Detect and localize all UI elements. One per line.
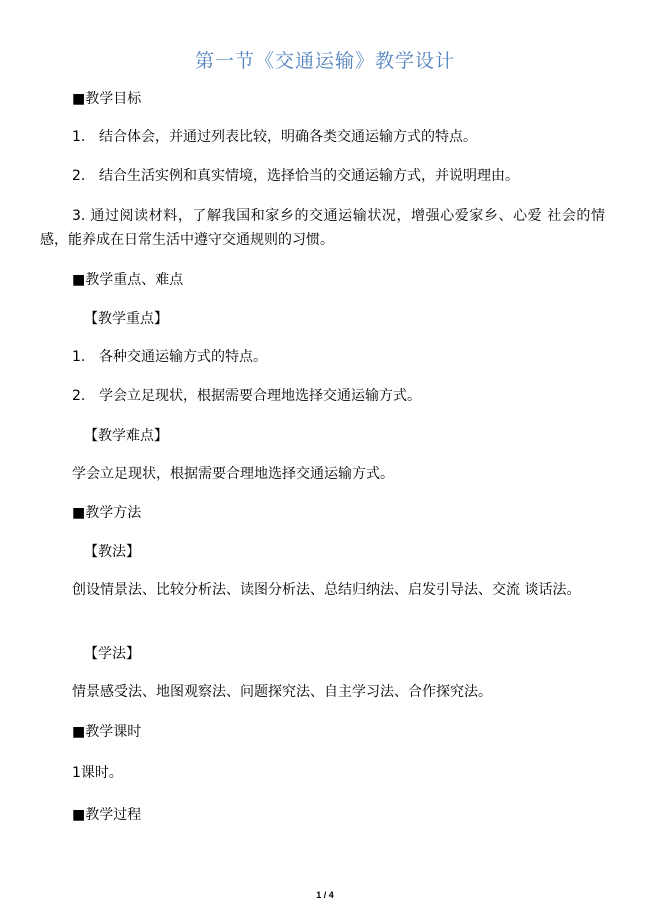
document-title: 第一节《交通运输》教学设计	[194, 50, 455, 72]
subheading-difficult: 【教学难点】	[84, 428, 168, 444]
key-item-1	[72, 346, 267, 368]
heading-goals: ■教学目标	[72, 91, 142, 107]
subheading-teach: 【教法】	[84, 544, 140, 560]
heading-hours: ■教学课时	[72, 724, 142, 740]
goal-item-1	[72, 126, 477, 148]
key-text: 各种交通运输方式的特点。	[99, 349, 267, 365]
heading-method: ■教学方法	[72, 505, 142, 521]
subheading-learn: 【学法】	[84, 646, 140, 662]
key-item-2	[72, 385, 421, 407]
heading-key-points: ■教学重点、难点	[72, 272, 184, 288]
teach-text: 创设情景法、比较分析法、读图分析法、总结归纳法、启发引导法、交流 谈话法。	[72, 582, 581, 598]
goal-text: 结合体会，并通过列表比较，明确各类交通运输方式的特点。	[99, 129, 477, 145]
goal-item-2	[72, 165, 519, 187]
page-number: 1 / 4	[316, 890, 334, 900]
goal-item-3: 3. 通过阅读材料，了解我国和家乡的交通运输状况，增强心爱家乡、心爱 社会的情感，能养成在日常生活中遵守交通规则的习惯。	[40, 208, 605, 248]
goal-text: 结合生活实例和真实情境，选择恰当的交通运输方式，并说明理由。	[99, 168, 519, 184]
goal-number: 1.	[72, 129, 86, 145]
subheading-key: 【教学重点】	[84, 311, 168, 327]
key-text: 学会立足现状，根据需要合理地选择交通运输方式。	[99, 388, 421, 404]
hours-text: 1课时。	[72, 765, 123, 781]
learn-text: 情景感受法、地图观察法、问题探究法、自主学习法、合作探究法。	[72, 684, 492, 700]
key-number: 1.	[72, 349, 86, 365]
difficult-text: 学会立足现状，根据需要合理地选择交通运输方式。	[72, 466, 394, 482]
heading-process: ■教学过程	[72, 807, 142, 823]
goal-number: 2.	[72, 168, 86, 184]
key-number: 2.	[72, 388, 86, 404]
